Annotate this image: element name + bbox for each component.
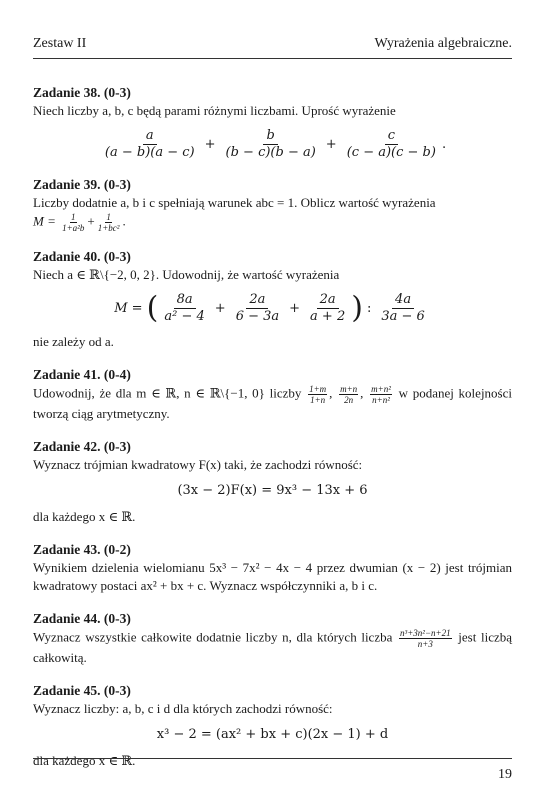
fraction: $\frac{8a}{\text{a² − 4}}$ bbox=[164, 292, 205, 324]
task-39 bbox=[33, 176, 512, 233]
fraction: $\frac{1}{\text{1+a²b}}$ bbox=[62, 212, 85, 233]
task-title: Zadanie 42. (0-3) bbox=[33, 439, 131, 454]
task-text: Niech liczby a, b, c będą parami różnymi liczbami. Uprość wyrażenie bbox=[33, 103, 396, 118]
task-text: Wyznacz trójmian kwadratowy F(x) taki, że zachodzi równość: bbox=[33, 457, 363, 472]
task-41 bbox=[33, 366, 512, 423]
task-43 bbox=[33, 541, 512, 595]
task-text: Udowodnij, że dla m ∈ ℝ, n ∈ ℝ\{−1, 0} liczby $\frac{1+m}{1+n}$ , $\frac{m+n}{2n}$ , $\frac{\text{m+n²}}{\text{n+n²}}$ w podanej kolejności tworzą ciąg arytmetyczny. bbox=[33, 384, 512, 421]
task-42-formula: (3x − 2)F(x) = 9x³ − 13x + 6 bbox=[177, 483, 368, 498]
task-text: Niech a ∈ ℝ\{−2, 0, 2}. Udowodnij, że wartość wyrażenia bbox=[33, 267, 340, 282]
task-text: dla każdego x ∈ ℝ. bbox=[33, 509, 136, 524]
task-text: nie zależy od a. bbox=[33, 334, 114, 349]
fraction: $\frac{m+n}{2n}$ bbox=[340, 384, 358, 405]
task-title: Zadanie 39. (0-3) bbox=[33, 177, 131, 192]
task-title: Zadanie 45. (0-3) bbox=[33, 683, 131, 698]
task-text: Liczby dodatnie a, b i c spełniają warunek abc = 1. Oblicz wartość wyrażenia M = $\frac{1}{\text{1+a²b}}$ + $\frac{1}{\text{1+bc²}}$ . bbox=[33, 195, 436, 233]
fraction: $\frac{c}{(c - a)(c - b)}$ bbox=[346, 128, 436, 160]
task-45 bbox=[33, 682, 512, 770]
task-title: Zadanie 44. (0-3) bbox=[33, 611, 131, 626]
task-text: Wyznacz wszystkie całkowite dodatnie liczby n, dla których liczba $\frac{\text{n³+3n²−n+21}}{n+3}$ jest liczbą całkowitą. bbox=[33, 628, 513, 665]
page-number: 19 bbox=[498, 767, 512, 782]
fraction: $\frac{\text{m+n²}}{\text{n+n²}}$ bbox=[371, 384, 391, 405]
task-text: dla każdego x ∈ ℝ. bbox=[33, 753, 136, 768]
fraction: $\frac{a}{(a - b)(a - c)}$ bbox=[104, 128, 195, 160]
task-45-formula: x³ − 2 = (ax² + bx + c)(2x − 1) + d bbox=[156, 727, 389, 742]
header-set-name: Zestaw II bbox=[33, 36, 87, 51]
task-title: Zadanie 40. (0-3) bbox=[33, 249, 131, 264]
fraction: $\frac{1}{\text{1+bc²}}$ bbox=[97, 212, 120, 233]
page-header bbox=[33, 36, 512, 59]
task-title: Zadanie 41. (0-4) bbox=[33, 367, 131, 382]
task-42 bbox=[33, 438, 512, 526]
task-44 bbox=[33, 610, 512, 667]
page-footer bbox=[33, 758, 512, 783]
task-40-formula: M = ( $\frac{8a}{\text{a² − 4}}$ + $\frac{2a}{6 - 3a}$ + $\frac{2a}{a + 2}$ ) : $\frac{4a}{3a - 6}$ bbox=[33, 292, 512, 325]
task-title: Zadanie 38. (0-3) bbox=[33, 85, 131, 100]
fraction: $\frac{4a}{3a - 6}$ bbox=[381, 292, 425, 324]
header-section-title: Wyrażenia algebraiczne. bbox=[374, 36, 512, 51]
fraction: $\frac{1+m}{1+n}$ bbox=[309, 384, 327, 405]
task-40 bbox=[33, 248, 512, 351]
fraction: $\frac{2a}{6 - 3a}$ bbox=[235, 292, 280, 324]
task-text: Wynikiem dzielenia wielomianu 5x³ − 7x² − 4x − 4 przez dwumian (x − 2) jest trójmian kwadratowy postaci ax² + bx + c. Wyznacz współczynniki a, b i c. bbox=[33, 560, 512, 593]
fraction: $\frac{2a}{a + 2}$ bbox=[310, 292, 346, 324]
task-38 bbox=[33, 84, 512, 161]
task-text: Wyznacz liczby: a, b, c i d dla których zachodzi równość: bbox=[33, 701, 333, 716]
task-38-formula: $\frac{a}{(a - b)(a - c)}$ + $\frac{b}{(b - c)(b - a)}$ + $\frac{c}{(c - a)(c - b)}$ . bbox=[33, 128, 512, 161]
task-title: Zadanie 43. (0-2) bbox=[33, 542, 131, 557]
content bbox=[33, 84, 512, 785]
fraction: $\frac{\text{n³+3n²−n+21}}{n+3}$ bbox=[400, 628, 451, 649]
fraction: $\frac{b}{(b - c)(b - a)}$ bbox=[225, 128, 316, 160]
